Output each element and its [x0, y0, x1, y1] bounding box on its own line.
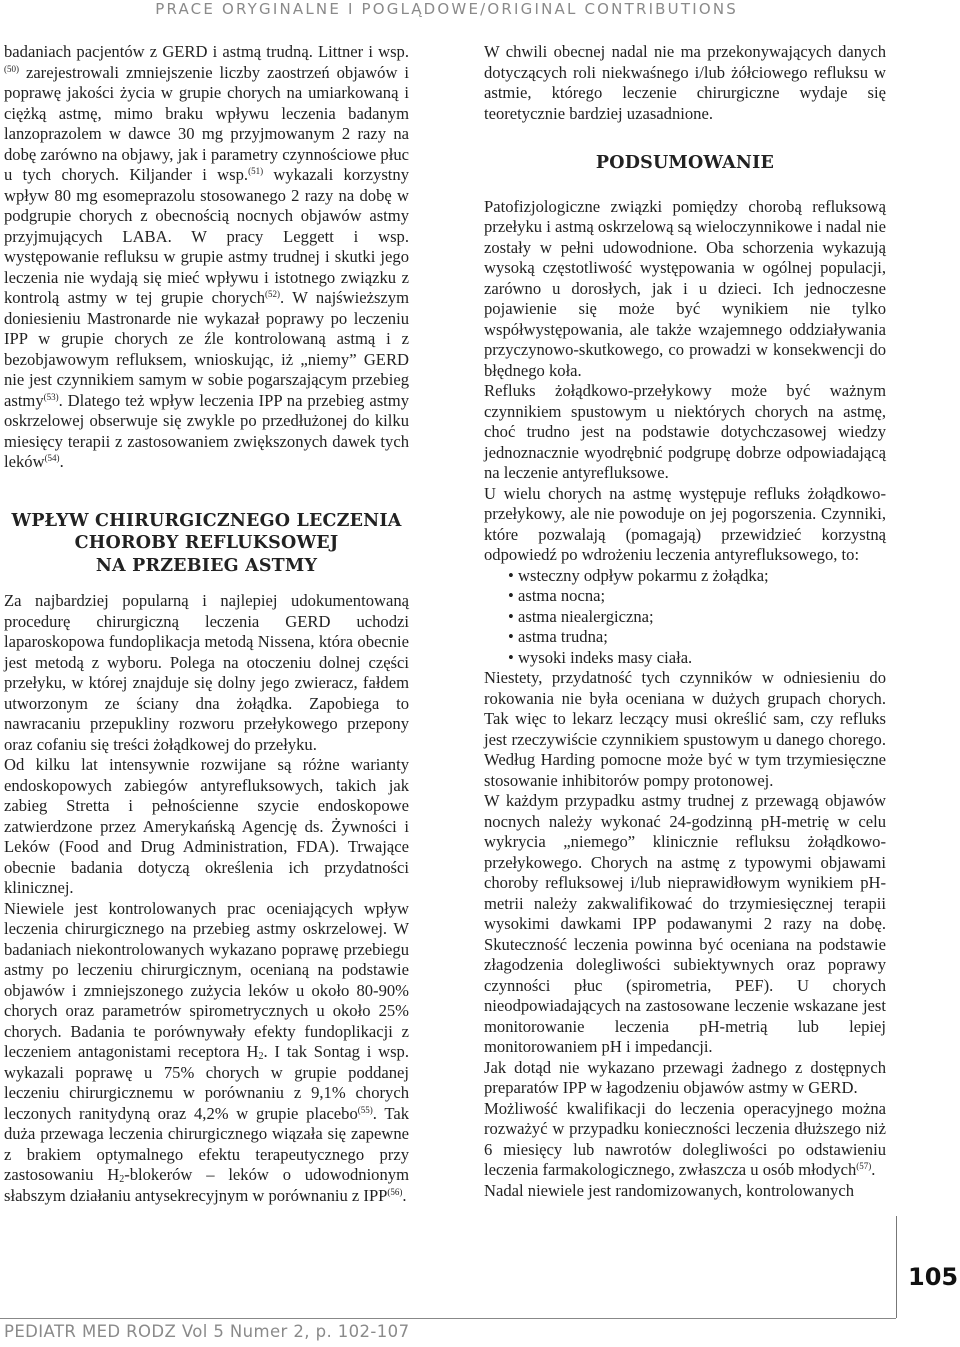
page-number: 105	[908, 1263, 959, 1291]
text-run: Nadal niewiele jest randomizowanych, kontrolowanych	[484, 1180, 855, 1200]
text-run: Niewiele jest kontrolowanych prac oceniających wpływ leczenia chirurgicznego na przebieg astmy oskrzelowej. W badaniach niekontrolowanych wykazano poprawę przebiegu astmy po leczeniu chirurgicznym, ocenianą na podstawie objawów i zmniejszonego zużycia leków u około 80-90% chorych oraz parametrów spirometrycznych u około 25% chorych. Badania te porównywały efekty fundoplikacji z leczeniem antagonistami receptora H	[4, 898, 409, 1061]
heading-line: CHOROBY REFLUKSOWEJ	[74, 533, 339, 553]
text-run: W każdym przypadku astmy trudnej z przewagą objawów nocnych należy wykonać 24-godzinną pH-metrię w celu wykrycia „niemego” klinicznie refluksu żołądkowo-przełykowego. Chorych na astmę z typowymi objawami choroby refluksowej i/lub nieprawidłowym wynikiem pH-metrii należy zakwalifikować do trzymiesięcznej terapii wysokimi dawkami IPP podawanymi 2 razy na dobę. Skuteczność leczenia powinna być oceniana na podstawie złagodzenia dolegliwości subiektywnych oraz poprawy czynności płuc (spirometria, PEF). U chorych nieodpowiadających na zastosowane leczenie wskazane jest monitorowanie leczenia pH-metrią lub lepiej monitorowaniem pH i impedancji.	[484, 791, 886, 1056]
subscript: 2	[119, 1174, 125, 1185]
citation-ref: (55)	[357, 1104, 373, 1115]
paragraph	[484, 42, 886, 124]
heading-line: WPŁYW CHIRURGICZNEGO LECZENIA	[11, 510, 402, 531]
paragraph	[4, 42, 409, 473]
text-run: Możliwość kwalifikacji do leczenia operacyjnego można rozważyć w przypadku konieczności leczenia dłuższego niż 6 miesięcy lub nawrotów dolegliwości po odstawieniu leczenia farmakologicznego, zwłaszcza u osób młodych	[484, 1098, 886, 1179]
paragraph	[484, 1181, 886, 1202]
text-run: Od kilku lat intensywnie rozwijane są różne warianty endoskopowych zabiegów antyrefluksowych, takich jak zabieg Stretta i pełnościenne szycie endoskopowe zatwierdzone przez Amerykańską Agencję ds. Żywności i Leków (Food and Drug Administration, FDA). Trwające obecnie badania dotyczą określenia ich przydatności klinicznej.	[4, 755, 409, 897]
paragraph	[484, 791, 886, 1058]
citation-ref: (52)	[265, 289, 281, 299]
paragraph	[4, 755, 409, 899]
text-run: . Tak duża przewaga leczenia chirurgicznego wiązała się zapewne z brakiem optymalnego efektu terapeutycznego przy zastosowaniu H	[4, 1103, 409, 1184]
running-header: PRACE ORYGINALNE I POGLĄDOWE/ORIGINAL CONTRIBUTIONS	[155, 0, 738, 18]
section-heading-summary: PODSUMOWANIE	[595, 153, 775, 173]
text-run: Patofizjologiczne związki pomiędzy chorobą refluksową przełyku i astmą oskrzelową są wieloczynnikowe i nadal nie zostały w pełni udowodnione. Oba schorzenia wykazują wysoką częstotliwość występowania w ogólnej populacji, zarówno u dorosłych, jak i u dzieci. Ich jednoczesne pojawienie się może być wynikiem nie tylko współwystępowania, ale także wzajemnego oddziaływania przyczynowo-skutkowego, co prowadzi w konsekwencji do błędnego koła.	[484, 196, 886, 380]
text-run: . Dlatego też wpływ leczenia IPP na przebieg astmy oskrzelowej obserwuje się zwykle po przedłużonej do kilku miesięcy terapii z zastosowaniem zwiększonych dawek tych leków	[4, 390, 409, 471]
heading-line: NA PRZEBIEG ASTMY	[95, 555, 318, 576]
text-run: Refluks żołądkowo-przełykowy może być ważnym czynnikiem spustowym u niektórych chorych na astmę, choć trudno jest na podstawie dotychczasowej wiedzy jednoznacznie wyodrębnić podgrupę dobrze odpowiadającą na leczenie antyrefluksowe.	[484, 381, 886, 482]
paragraph	[484, 668, 886, 791]
list-item: • wsteczny odpływ pokarmu z żołądka;	[508, 566, 886, 587]
citation-ref: (57)	[856, 1161, 872, 1171]
citation-ref: (53)	[43, 391, 59, 402]
citation-ref: (54)	[44, 453, 60, 463]
text-run: W chwili obecnej nadal nie ma przekonywających danych dotyczących roli niekwaśnego i/lub żółciowego refluksu w astmie, którego leczenie chirurgiczne wydaje się teoretycznie bardziej uzasadnione.	[484, 42, 886, 123]
text-run: .	[402, 1185, 407, 1205]
subscript: 2	[258, 1051, 264, 1062]
list-item: • astma niealergiczna;	[508, 607, 886, 628]
left-column	[4, 42, 409, 1206]
text-run: Jak dotąd nie wykazano przewagi żadnego z dostępnych preparatów IPP w łagodzeniu objawów astmy w GERD.	[484, 1057, 886, 1097]
right-column	[484, 42, 886, 1201]
paragraph	[4, 899, 409, 1207]
paragraph	[484, 484, 886, 566]
citation-ref: (56)	[387, 1186, 403, 1197]
text-run: zarejestrowali zmniejszenie liczby zaostrzeń objawów i poprawę jakości życia w grupie chorych na umiarkowaną i ciężką astmę, mimo braku wpływu leczenia badanym lanzoprazolem w dawce 30 mg przyjmowanym 2 razy na dobę zarówno na objawy, jak i parametry czynnościowe płuc u tych chorych. Kiljander i wsp.	[4, 62, 409, 184]
footer-citation: PEDIATR MED RODZ Vol 5 Numer 2, p. 102-107	[4, 1322, 410, 1341]
margin-rule	[896, 1216, 897, 1318]
text-run: Niestety, przydatność tych czynników w odniesieniu do rokowania nie była oceniana w dużych grupach chorych. Tak więc to lekarz leczący musi określić sam, czy refluks jest rzeczywiście czynnikiem spustowym u danego chorego. Według Harding pomocne może być w tym trzymiesięczne stosowanie inhibitorów pompy protonowej.	[484, 668, 886, 790]
section-heading-surgery	[4, 510, 409, 578]
text-run: U wielu chorych na astmę występuje refluks żołądkowo-przełykowy, ale nie powoduje on jej pogorszenia. Czynniki, które pozwalają (pomagają) przewidzieć korzystną odpowiedź po wdrożeniu leczenia antyrefluksowego, to:	[484, 483, 886, 564]
predictor-list	[484, 566, 886, 669]
paragraph	[4, 591, 409, 755]
list-item: • astma trudna;	[508, 627, 886, 648]
text-run: badaniach pacjentów z GERD i astmą trudną. Littner i wsp.	[4, 42, 409, 61]
paragraph	[484, 1099, 886, 1181]
text-run: .	[871, 1160, 876, 1179]
list-item: • wysoki indeks masy ciała.	[508, 648, 886, 669]
paragraph	[484, 1058, 886, 1099]
text-run: .	[59, 452, 64, 471]
text-run: . W najświeższym doniesieniu Mastronarde nie wykazał poprawy po leczeniu IPP w grupie chorych ze źle kontrolowaną astmą i z bezobjawowym refluksem, wnioskując, iż „niemy” GERD nie jest czynnikiem samym w sobie pogarszającym przebieg astmy	[4, 288, 409, 410]
paragraph	[484, 381, 886, 484]
text-run: wykazali korzystny wpływ 80 mg esomeprazolu stosowanego 2 razy na dobę w podgrupie chorych z obecnością nocnych objawów astmy przyjmujących LABA. W pracy Leggett i wsp. występowanie refluksu w grupie astmy trudnej i skutki jego leczenia nie wydają się mieć wpływu i istotnego związku z kontrolą astmy w tej grupie chorych	[4, 165, 409, 307]
list-item: • astma nocna;	[508, 586, 886, 607]
citation-ref: (50)	[4, 63, 19, 74]
footer-rule	[0, 1318, 896, 1319]
text-run: -blokerów – leków o udowodnionym słabszym działaniu antysekrecyjnym w porównaniu z IPP	[4, 1165, 409, 1205]
text-run: Za najbardziej popularną i najlepiej udokumentowaną procedurę chirurgiczną leczenia GERD uchodzi laparoskopowa fundoplikacja metodą Nissena, która obecnie jest metodą z wyboru. Polega na otoczeniu dolnej części przełyku, w której znajduje się dolny jego zwieracz, fałdem utworzonym ze ściany dna żołądka. Zapobiega to nawracaniu przepukliny rozworu przełykowego przepony oraz cofaniu się treści żołądkowej do przełyku.	[4, 591, 409, 754]
paragraph	[484, 197, 886, 382]
text-run: . I tak Sontag i wsp. wykazali poprawę u 75% chorych w grupie poddanej leczeniu chirurgicznemu w porównaniu z 9,1% chorych leczonych ranitydyną oraz 4,2% w grupie placebo	[4, 1042, 410, 1123]
citation-ref: (51)	[248, 166, 264, 176]
